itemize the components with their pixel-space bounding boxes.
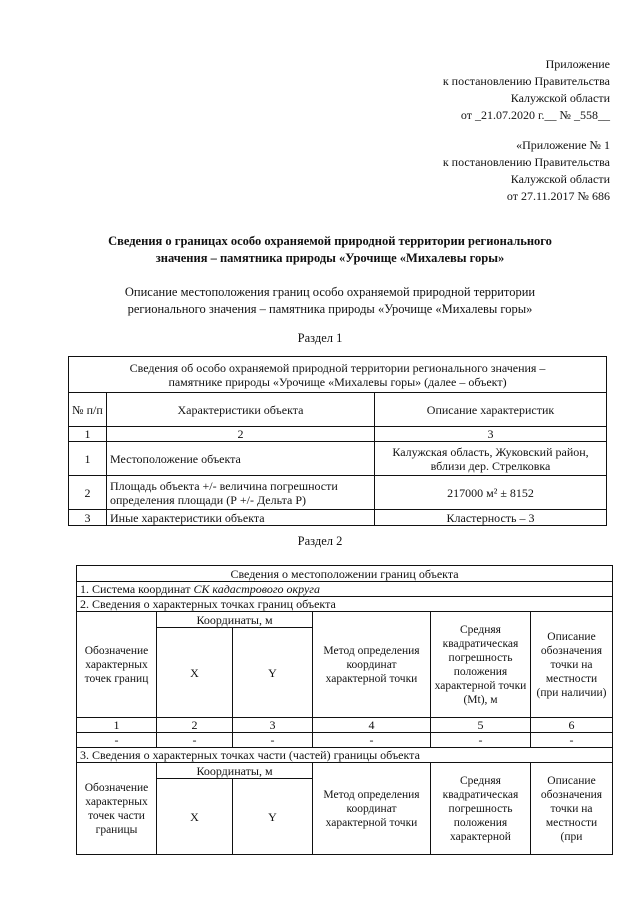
col-x-part-header: X [157, 779, 233, 855]
document-title [60, 233, 600, 267]
row-value: 217000 м² ± 8152 [375, 476, 607, 510]
appendix-line: Калужской области [510, 172, 610, 186]
object-info-table [68, 356, 607, 526]
row-name: Местоположение объекта [107, 442, 375, 476]
previous-appendix-block [443, 137, 610, 205]
index-cell: 3 [375, 427, 607, 442]
row-num: 2 [69, 476, 107, 510]
section-1-label: Раздел 1 [297, 331, 343, 345]
col-desc-header: Описание характеристик [375, 393, 607, 427]
index-cell: 5 [431, 718, 531, 733]
appendix-line: «Приложение № 1 [516, 138, 610, 152]
table-row [77, 733, 613, 748]
dash-cell: - [431, 733, 531, 748]
table-row [69, 510, 607, 526]
dash-cell: - [313, 733, 431, 748]
dash-cell: - [77, 733, 157, 748]
col-coords-part-header: Координаты, м [157, 763, 313, 779]
boundary-location-table [76, 565, 613, 855]
row-value: Кластерность – 3 [375, 510, 607, 526]
col-designation-part-header: Обозначение характерных точек части границы [77, 763, 157, 855]
appendix-block [443, 56, 610, 124]
row-name: Площадь объекта +/- величина погрешности определения площади (Р +/- Дельта Р) [107, 476, 375, 510]
row-num: 1 [69, 442, 107, 476]
row-num: 3 [69, 510, 107, 526]
coordinate-system-value: СК кадастрового округа [193, 582, 320, 596]
subtitle-line: Описание местоположения границ особо охраняемой природной территории [124, 285, 536, 299]
table1-header [69, 357, 607, 393]
row-name: Иные характеристики объекта [107, 510, 375, 526]
col-description-part-header: Описание обозначения точки на местности (при [531, 763, 613, 855]
coordinate-system-row [77, 582, 613, 597]
title-line: Сведения о границах особо охраняемой природной территории регионального [108, 234, 552, 248]
dash-cell: - [233, 733, 313, 748]
subtitle-line: регионального значения – памятника природы «Урочище «Михалевы горы» [127, 302, 533, 316]
appendix-line: к постановлению Правительства [442, 74, 610, 88]
index-cell: 4 [313, 718, 431, 733]
col-precision-part-header: Средняя квадратическая погрешность положения характерной [431, 763, 531, 855]
index-cell: 3 [233, 718, 313, 733]
index-cell: 2 [157, 718, 233, 733]
appendix-line: Калужской области [510, 91, 610, 105]
appendix-line: к постановлению Правительства [442, 155, 610, 169]
appendix-line: от _21.07.2020 г.__ № _558__ [460, 108, 610, 122]
col-description-header: Описание обозначения точки на местности (при наличии) [531, 612, 613, 718]
table1-header-line: Сведения об особо охраняемой природной территории регионального значения – [129, 360, 546, 375]
dash-cell: - [157, 733, 233, 748]
col-coords-header: Координаты, м [157, 612, 313, 628]
col-y-part-header: Y [233, 779, 313, 855]
table2-header: Сведения о местоположении границ объекта [77, 566, 613, 582]
col-method-part-header: Метод определения координат характерной точки [313, 763, 431, 855]
index-cell: 1 [77, 718, 157, 733]
index-cell: 1 [69, 427, 107, 442]
index-cell: 6 [531, 718, 613, 733]
col-char-header: Характеристики объекта [107, 393, 375, 427]
col-precision-header: Средняя квадратическая погрешность положения характерной точки (Mt), м [431, 612, 531, 718]
title-line: значения – памятника природы «Урочище «Михалевы горы» [155, 251, 505, 265]
document-subtitle [70, 284, 590, 318]
appendix-line: Приложение [545, 57, 610, 71]
col-method-header: Метод определения координат характерной точки [313, 612, 431, 718]
points-section-header: 2. Сведения о характерных точках границ объекта [77, 597, 613, 612]
col-num-header: № п/п [69, 393, 107, 427]
row-value: Калужская область, Жуковский район, вблизи дер. Стрелковка [375, 442, 607, 476]
col-designation-header: Обозначение характерных точек границ [77, 612, 157, 718]
coordinate-system-prefix: 1. Система координат [80, 582, 194, 596]
index-cell: 2 [107, 427, 375, 442]
table1-header-line: памятнике природы «Урочище «Михалевы горы» (далее – объект) [168, 374, 507, 389]
col-x-header: X [157, 628, 233, 718]
appendix-line: от 27.11.2017 № 686 [506, 189, 610, 203]
table-row [69, 442, 607, 476]
dash-cell: - [531, 733, 613, 748]
col-y-header: Y [233, 628, 313, 718]
table-row [69, 476, 607, 510]
parts-section-header: 3. Сведения о характерных точках части (частей) границы объекта [77, 748, 613, 763]
section-2-label: Раздел 2 [297, 534, 343, 548]
